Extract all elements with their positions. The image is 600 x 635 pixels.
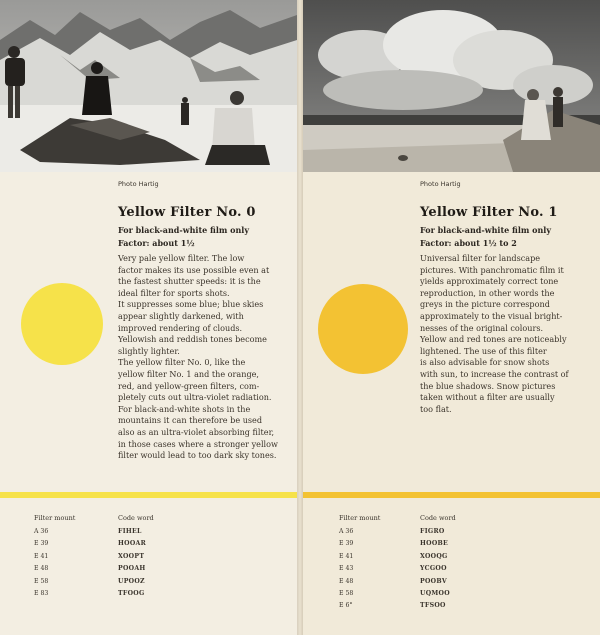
code-word-value: FIGRO xyxy=(420,528,445,535)
color-band xyxy=(0,492,297,498)
filter-mount-value: E 58 xyxy=(339,590,354,598)
code-word-value: UPOOZ xyxy=(118,577,145,585)
description-line: mountains it can therefore be used xyxy=(118,415,263,426)
description-line: with sun, to increase the contrast of xyxy=(420,368,569,379)
description-line: pletely cuts out ultra-violet radiation. xyxy=(118,392,272,403)
description-line: approximately to the visual bright- xyxy=(420,310,563,321)
description-line: in those cases where a stronger yellow xyxy=(118,438,278,449)
code-word-value: POOAH xyxy=(118,565,146,573)
code-word-value: FIHEL xyxy=(118,528,142,535)
filter-description xyxy=(118,253,278,462)
filter-mount-value: E 48 xyxy=(339,577,354,585)
description-line: nesses of the original colours. xyxy=(420,322,544,333)
description-line: the blue shadows. Snow pictures xyxy=(420,380,556,391)
filter-mount-value: E 39 xyxy=(339,540,354,548)
description-line: Universal filter for landscape xyxy=(420,253,541,263)
description-line: slightly lighter. xyxy=(118,345,180,356)
filter-mount-value: E 58 xyxy=(34,577,49,585)
filter-title: Yellow Filter No. 0 xyxy=(118,205,256,220)
code-word-header: Code word xyxy=(118,514,154,522)
filter-mount-value: A 36 xyxy=(34,528,49,535)
yellow-filter-swatch xyxy=(21,283,103,365)
description-line: yellow filter No. 1 and the orange, xyxy=(118,368,260,379)
filter-mount-value: E 48 xyxy=(34,565,49,573)
code-word-value: TFSOO xyxy=(420,602,446,610)
description-line: taken without a filter are usually xyxy=(420,392,555,403)
description-line: is also advisable for snow shots xyxy=(420,357,550,368)
description-line: too flat. xyxy=(420,403,452,414)
description-line: ideal filter for sports shots. xyxy=(118,287,230,298)
filter-factor: Factor: about 1½ xyxy=(118,238,195,248)
beach-clouds-photo xyxy=(303,0,600,172)
filter-mount-value: A 36 xyxy=(339,528,354,535)
filter-mount-column xyxy=(34,526,48,600)
description-line: improved rendering of clouds. xyxy=(118,322,243,333)
filter-mount-column xyxy=(339,526,353,613)
code-word-column xyxy=(118,526,146,600)
yellow-filter-swatch xyxy=(318,284,408,374)
filter-factor: Factor: about 1½ to 2 xyxy=(420,238,517,248)
filter-mount-header: Filter mount xyxy=(339,514,381,522)
filter-mount-value: E 6° xyxy=(339,602,353,610)
filter-mount-value: E 83 xyxy=(34,590,49,598)
filter-title: Yellow Filter No. 1 xyxy=(420,205,558,220)
filter-subtitle: For black-and-white film only xyxy=(118,225,249,235)
color-band xyxy=(303,492,600,498)
description-line: yields approximately correct tone xyxy=(420,276,559,287)
filter-mount-value: E 41 xyxy=(34,552,49,560)
filter-subtitle: For black-and-white film only xyxy=(420,225,551,235)
photo-credit: Photo Hartig xyxy=(118,180,159,188)
description-line: reproduction, in other words the xyxy=(420,287,555,298)
description-line: factor makes its use possible even at xyxy=(118,264,270,275)
code-word-value: XOOPT xyxy=(118,552,145,560)
description-line: pictures. With panchromatic film it xyxy=(420,264,564,275)
description-line: Very pale yellow filter. The low xyxy=(118,253,245,263)
filter-mount-value: E 39 xyxy=(34,540,49,548)
description-line: The yellow filter No. 0, like the xyxy=(118,357,246,368)
left-page xyxy=(0,0,297,635)
right-page xyxy=(303,0,600,635)
description-line: For black-and-white shots in the xyxy=(118,403,251,414)
mountain-skiers-photo xyxy=(0,0,297,172)
code-word-value: POOBV xyxy=(420,577,447,585)
description-line: appear slightly darkened, with xyxy=(118,310,244,321)
description-line: It suppresses some blue; blue skies xyxy=(118,299,264,310)
photo-credit: Photo Hartig xyxy=(420,180,461,188)
filter-mount-value: E 41 xyxy=(339,552,354,560)
code-word-value: XOOQG xyxy=(420,552,448,560)
code-word-value: TFOOG xyxy=(118,590,145,598)
code-word-value: HOOBE xyxy=(420,540,449,548)
filter-mount-value: E 43 xyxy=(339,565,354,573)
description-line: Yellowish and reddish tones become xyxy=(118,334,267,345)
description-line: also as an ultra-violet absorbing filter, xyxy=(118,426,275,437)
code-word-header: Code word xyxy=(420,514,456,522)
code-word-column xyxy=(420,526,450,613)
code-word-value: YCGOO xyxy=(420,565,447,573)
filter-description xyxy=(420,253,569,415)
description-line: the fastest shutter speeds: it is the xyxy=(118,276,261,287)
description-line: filter would lead to too dark sky tones. xyxy=(118,450,277,461)
description-line: red, and yellow-green filters, com- xyxy=(118,380,260,391)
description-line: lightened. The use of this filter xyxy=(420,345,547,356)
code-word-value: HOOAR xyxy=(118,540,147,548)
description-line: greys in the picture correspond xyxy=(420,299,550,310)
filter-mount-header: Filter mount xyxy=(34,514,76,522)
description-line: Yellow and red tones are noticeably xyxy=(420,334,567,345)
code-word-value: UQMOO xyxy=(420,590,450,598)
